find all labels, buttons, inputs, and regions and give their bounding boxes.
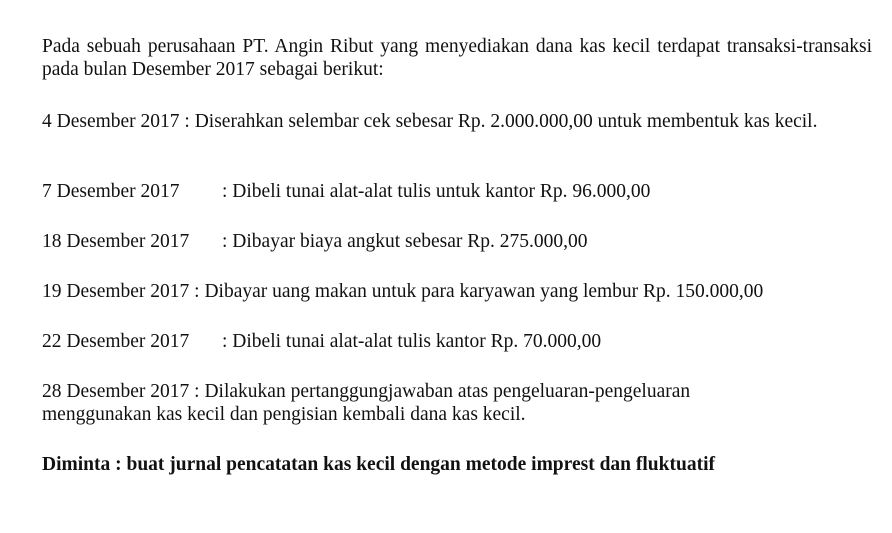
transaction-19-dec: 19 Desember 2017 : Dibayar uang makan untuk para karyawan yang lembur Rp. 150.000,00	[42, 281, 764, 302]
date: 22 Desember 2017	[42, 331, 190, 352]
intro-paragraph: Pada sebuah perusahaan PT. Angin Ribut yang menyediakan dana kas kecil terdapat transaksi-transaksi pada bulan Desember 2017 sebagai berikut:	[42, 36, 872, 80]
description: : Dibeli tunai alat-alat tulis untuk kantor Rp. 96.000,00	[222, 181, 651, 202]
transaction-22-dec	[42, 331, 601, 353]
transaction-18-dec	[42, 231, 588, 253]
transaction-4-dec: 4 Desember 2017 : Diserahkan selembar cek sebesar Rp. 2.000.000,00 untuk membentuk kas kecil.	[42, 111, 818, 132]
transaction-28-dec: 28 Desember 2017 : Dilakukan pertanggungjawaban atas pengeluaran-pengeluaran menggunakan kas kecil dan pengisian kembali dana kas kecil.	[42, 381, 691, 425]
transaction-7-dec	[42, 181, 650, 203]
date: 18 Desember 2017	[42, 231, 190, 252]
task-instruction: Diminta : buat jurnal pencatatan kas kecil dengan metode imprest dan fluktuatif	[42, 454, 715, 475]
date: 7 Desember 2017	[42, 181, 180, 202]
description: : Dibayar biaya angkut sebesar Rp. 275.000,00	[222, 231, 588, 252]
description: : Dibeli tunai alat-alat tulis kantor Rp. 70.000,00	[222, 331, 602, 352]
